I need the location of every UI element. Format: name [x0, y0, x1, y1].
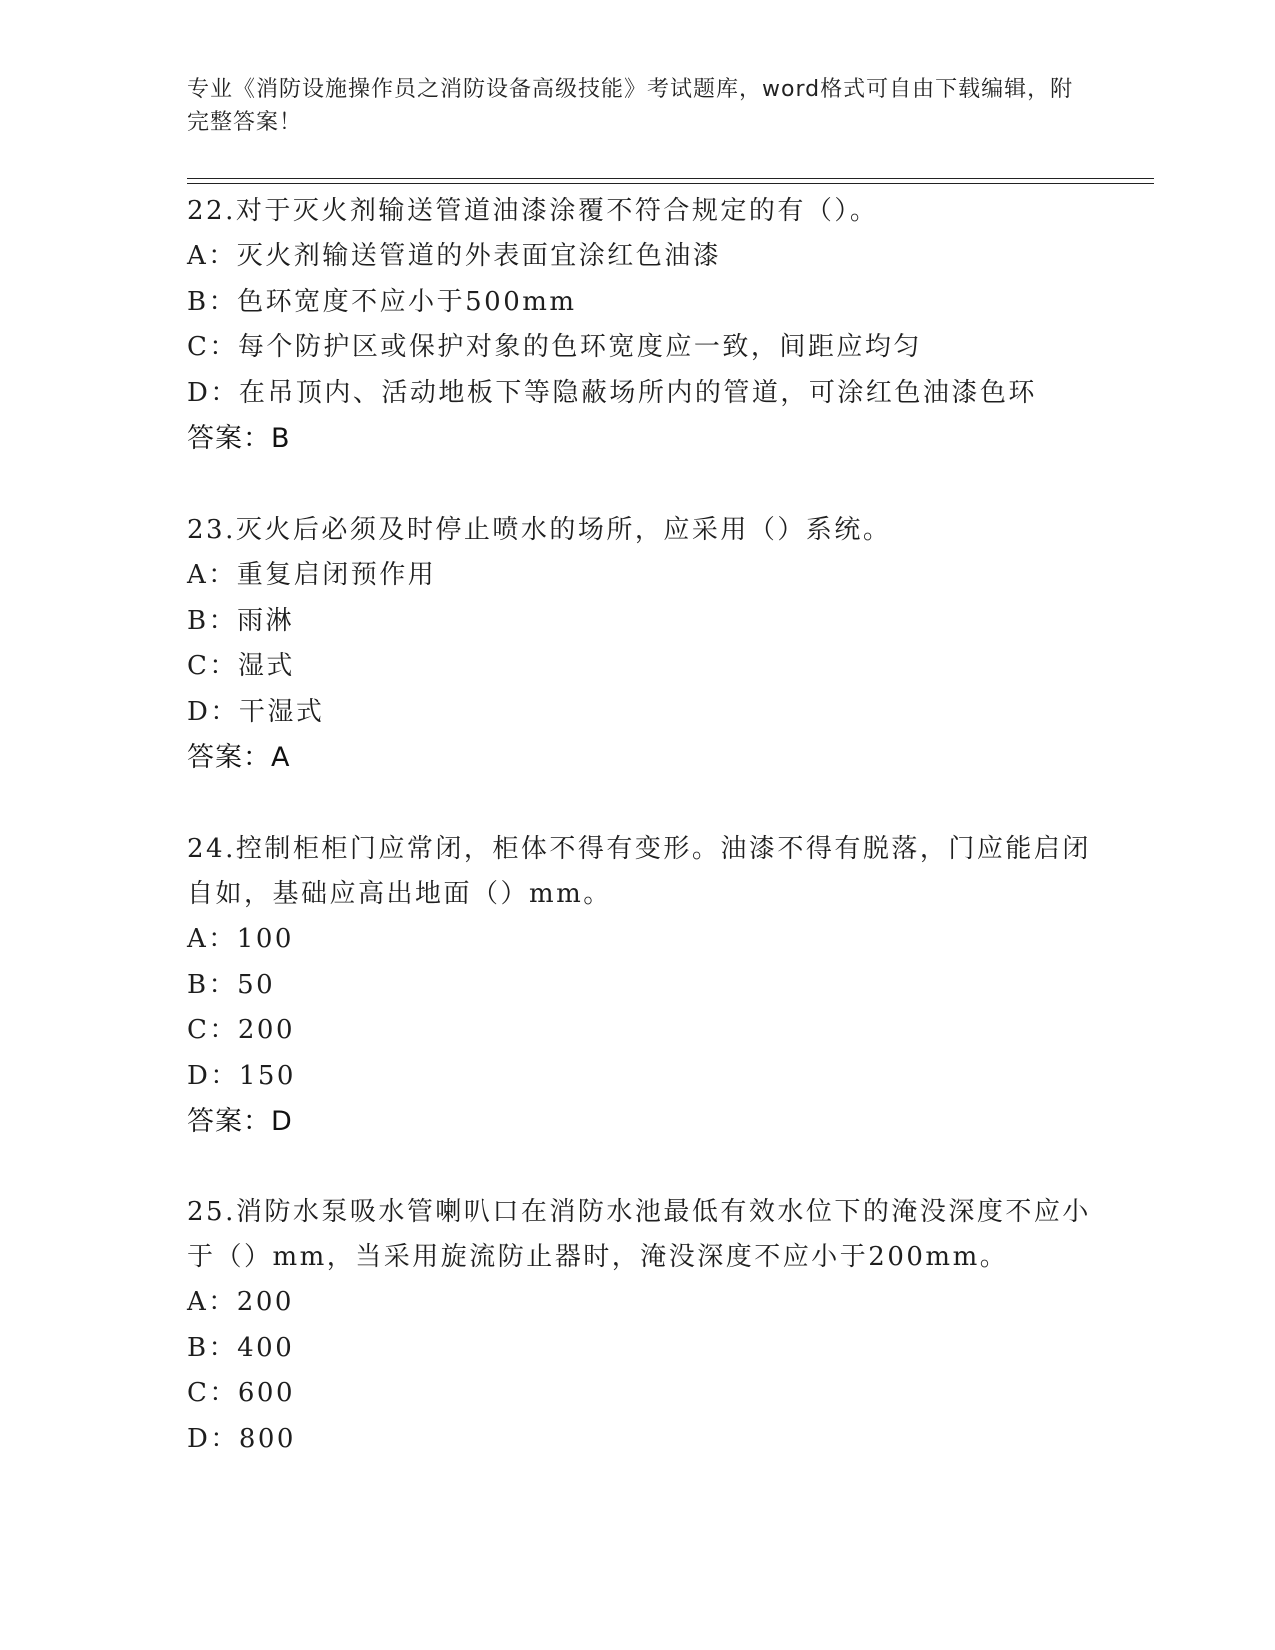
answer-line: 答案：A — [187, 742, 291, 773]
header-divider-bottom — [187, 183, 1154, 184]
option-d: D：800 — [187, 1423, 296, 1454]
answer-line: 答案：B — [187, 423, 291, 454]
question-stem: 25.消防水泵吸水管喇叭口在消防水池最低有效水位下的淹没深度不应小于（）mm，当采用旋流防止器时，淹没深度不应小于200mm。 — [187, 1197, 1091, 1272]
option-a: A：200 — [187, 1287, 294, 1317]
option-b: B：400 — [187, 1332, 295, 1363]
option-b: B：50 — [187, 969, 276, 1000]
question-24 — [187, 827, 1107, 1144]
option-b: B：雨淋 — [187, 605, 295, 636]
option-c: C：600 — [187, 1378, 296, 1408]
question-stem: 24.控制柜柜门应常闭，柜体不得有变形。油漆不得有脱落，门应能启闭自如，基础应高出地面（）mm。 — [187, 834, 1091, 909]
question-stem: 22.对于灭火剂输送管道油漆涂覆不符合规定的有（）。 — [187, 196, 879, 226]
question-stem: 23.灭火后必须及时停止喷水的场所，应采用（）系统。 — [187, 515, 892, 545]
question-25 — [187, 1190, 1107, 1462]
option-c: C：每个防护区或保护对象的色环宽度应一致，间距应均匀 — [187, 332, 922, 362]
option-c: C：200 — [187, 1015, 296, 1045]
document-header: 专业《消防设施操作员之消防设备高级技能》考试题库，word格式可自由下载编辑，附完整答案！ — [187, 77, 1074, 135]
option-d: D：干湿式 — [187, 696, 325, 727]
option-c: C：湿式 — [187, 651, 295, 681]
question-23 — [187, 508, 1107, 780]
option-d: D：150 — [187, 1060, 296, 1091]
answer-line: 答案：D — [187, 1106, 293, 1137]
option-a: A：重复启闭预作用 — [187, 560, 437, 590]
header-divider-top — [187, 178, 1154, 179]
option-a: A：灭火剂输送管道的外表面宜涂红色油漆 — [187, 241, 722, 271]
option-d: D：在吊顶内、活动地板下等隐蔽场所内的管道，可涂红色油漆色环 — [187, 377, 1037, 408]
option-b: B：色环宽度不应小于500mm — [187, 286, 577, 317]
question-22 — [187, 189, 1107, 461]
option-a: A：100 — [187, 924, 294, 954]
